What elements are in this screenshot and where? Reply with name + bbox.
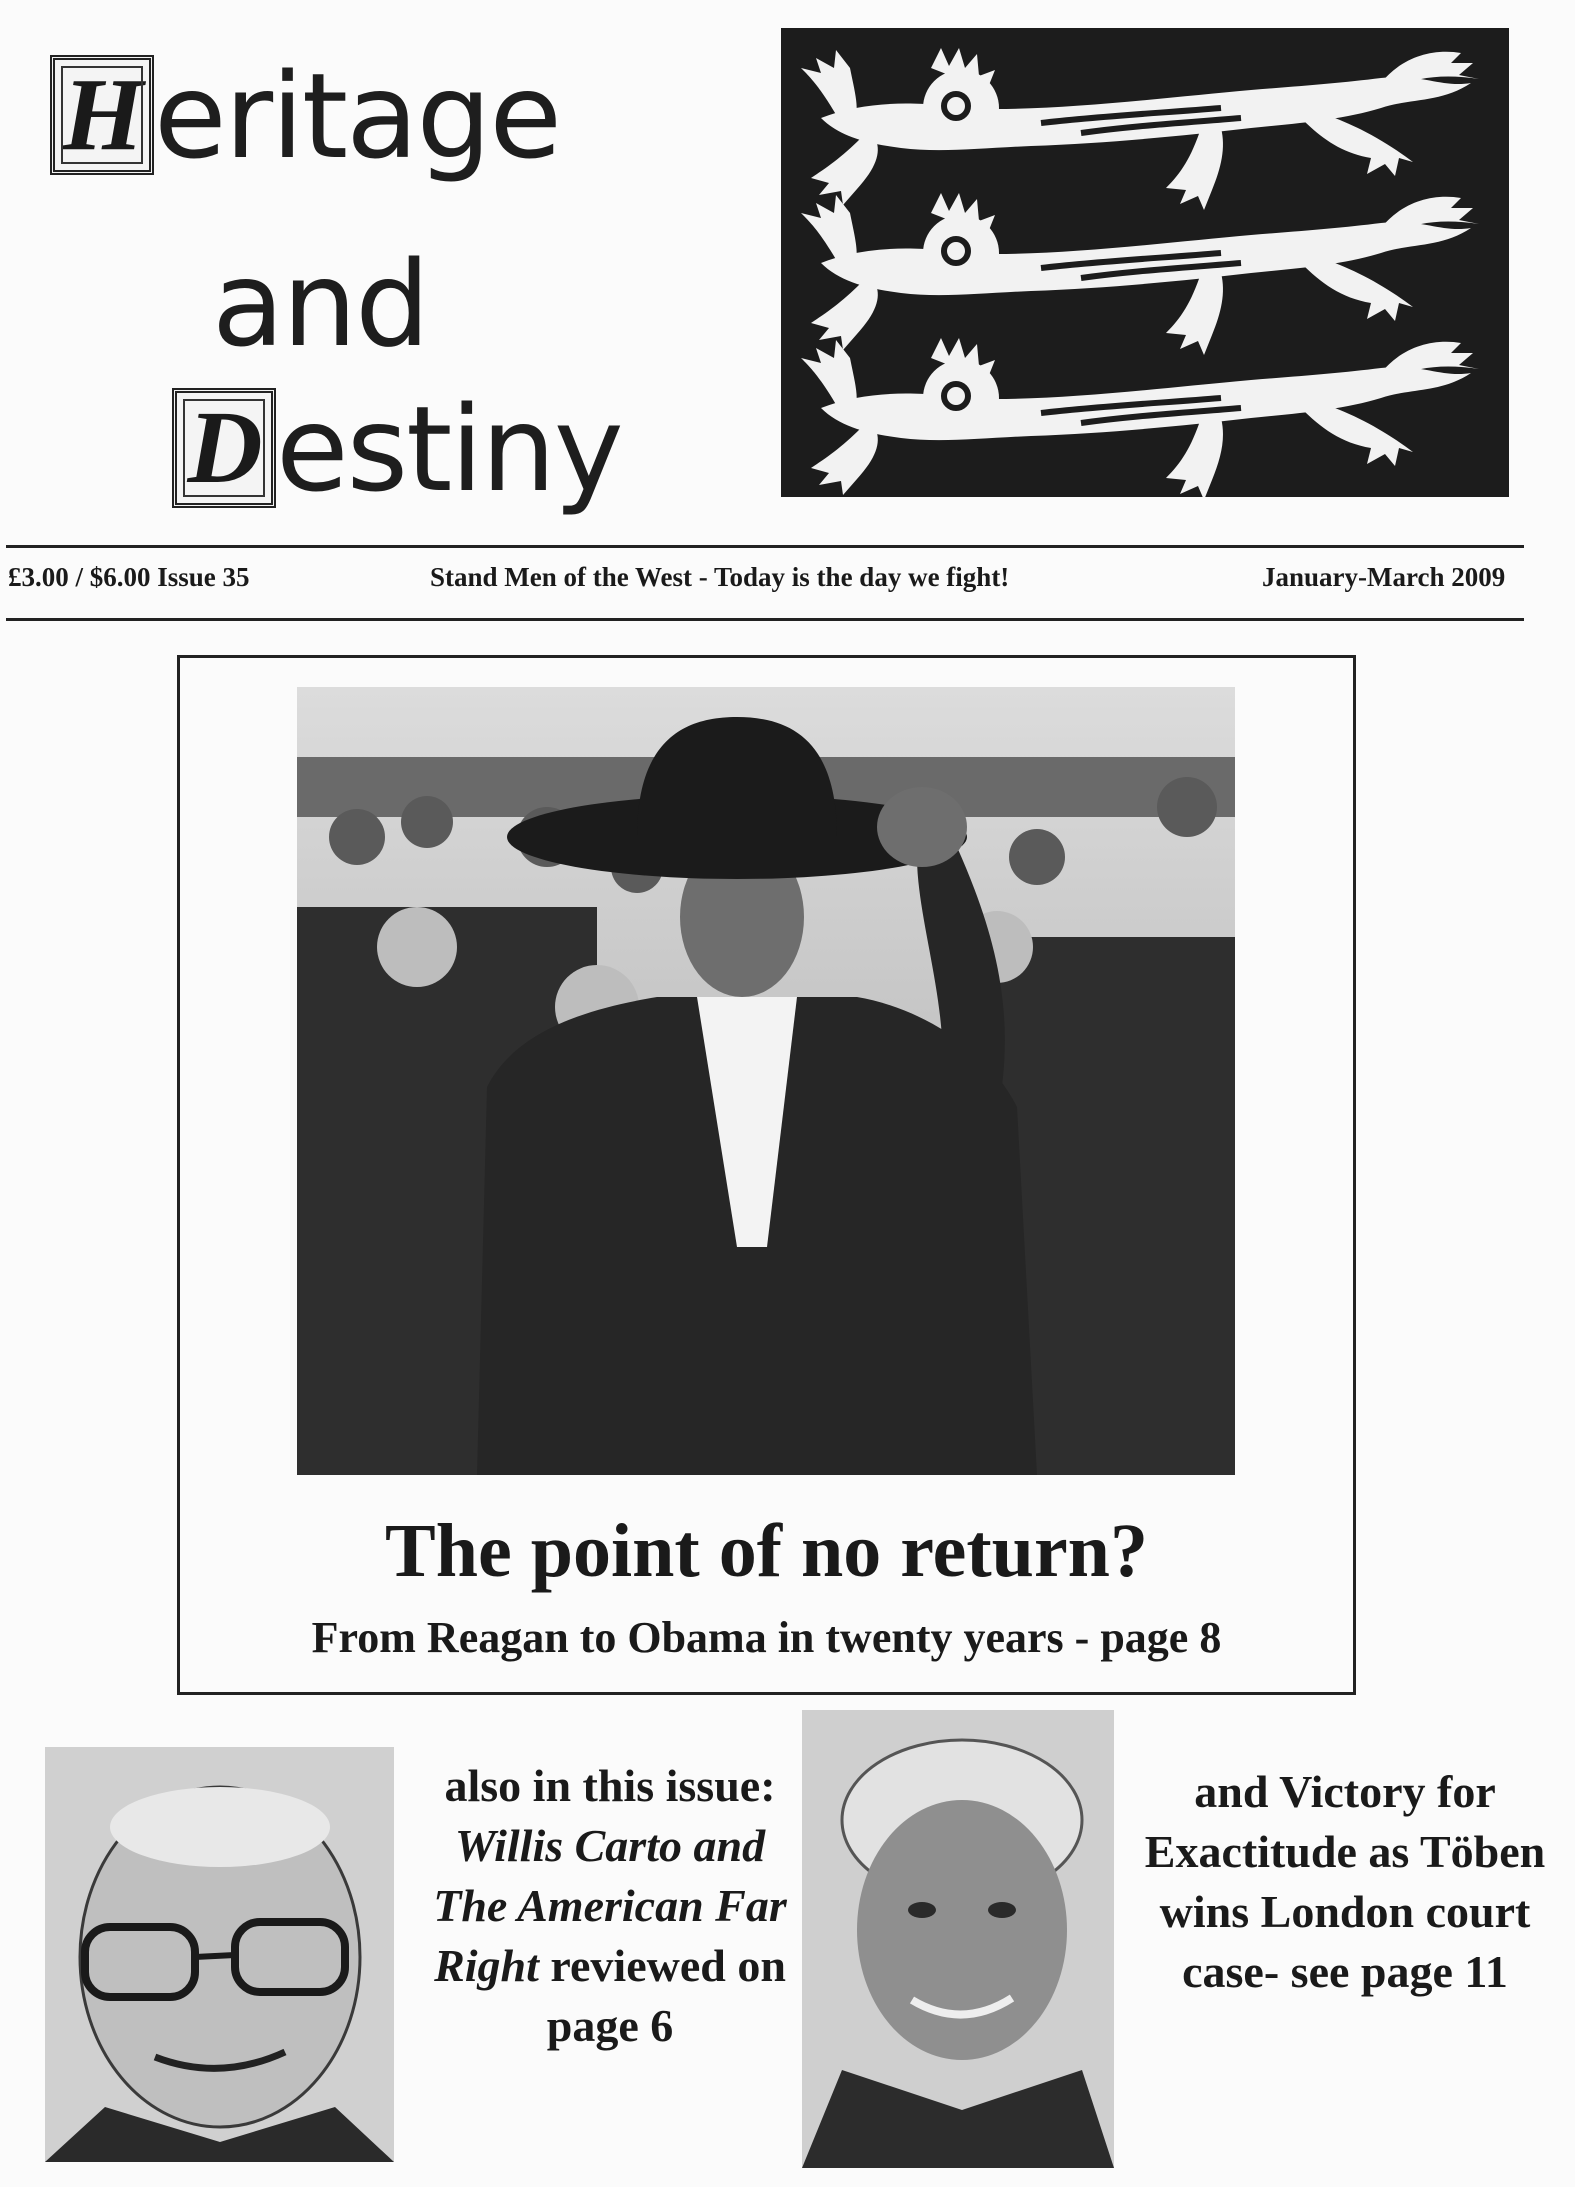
top-rule (6, 545, 1524, 548)
teaser-left-book-title: Willis Carto and The American Far Right (433, 1820, 787, 1991)
masthead-word-eritage: eritage (154, 47, 560, 185)
subheadline: From Reagan to Obama in twenty years - page 8 (311, 1613, 1222, 1662)
teaser-right-text: and Victory for Exactitude as Töben wins London court case- see page 11 (1144, 1766, 1546, 1997)
three-lions-emblem-icon (781, 28, 1509, 497)
teaser-left-tail: reviewed on page 6 (538, 1940, 786, 2051)
masthead-title-line2 (212, 235, 428, 373)
teaser-left-text (415, 1756, 805, 2056)
cover-photo (297, 687, 1235, 1475)
masthead-title-line1 (50, 47, 560, 185)
price-issue: £3.00 / $6.00 Issue 35 (8, 562, 250, 592)
masthead-word-and: and (212, 235, 428, 373)
masthead-word-estiny: estiny (276, 380, 622, 518)
slogan: Stand Men of the West - Today is the day we fight! (430, 562, 1010, 592)
teaser-left-intro: also in this issue: (444, 1760, 776, 1811)
bottom-rule (6, 618, 1524, 621)
masthead-title-line3 (172, 380, 622, 518)
issue-date: January-March 2009 (1262, 562, 1506, 592)
illuminated-initial-d: D (172, 388, 276, 508)
illuminated-initial-h: H (50, 55, 154, 175)
carto-portrait-photo (45, 1747, 394, 2162)
toben-portrait-photo (802, 1710, 1114, 2168)
three-lions-flag-image (781, 28, 1509, 497)
headline: The point of no return? (385, 1509, 1148, 1593)
